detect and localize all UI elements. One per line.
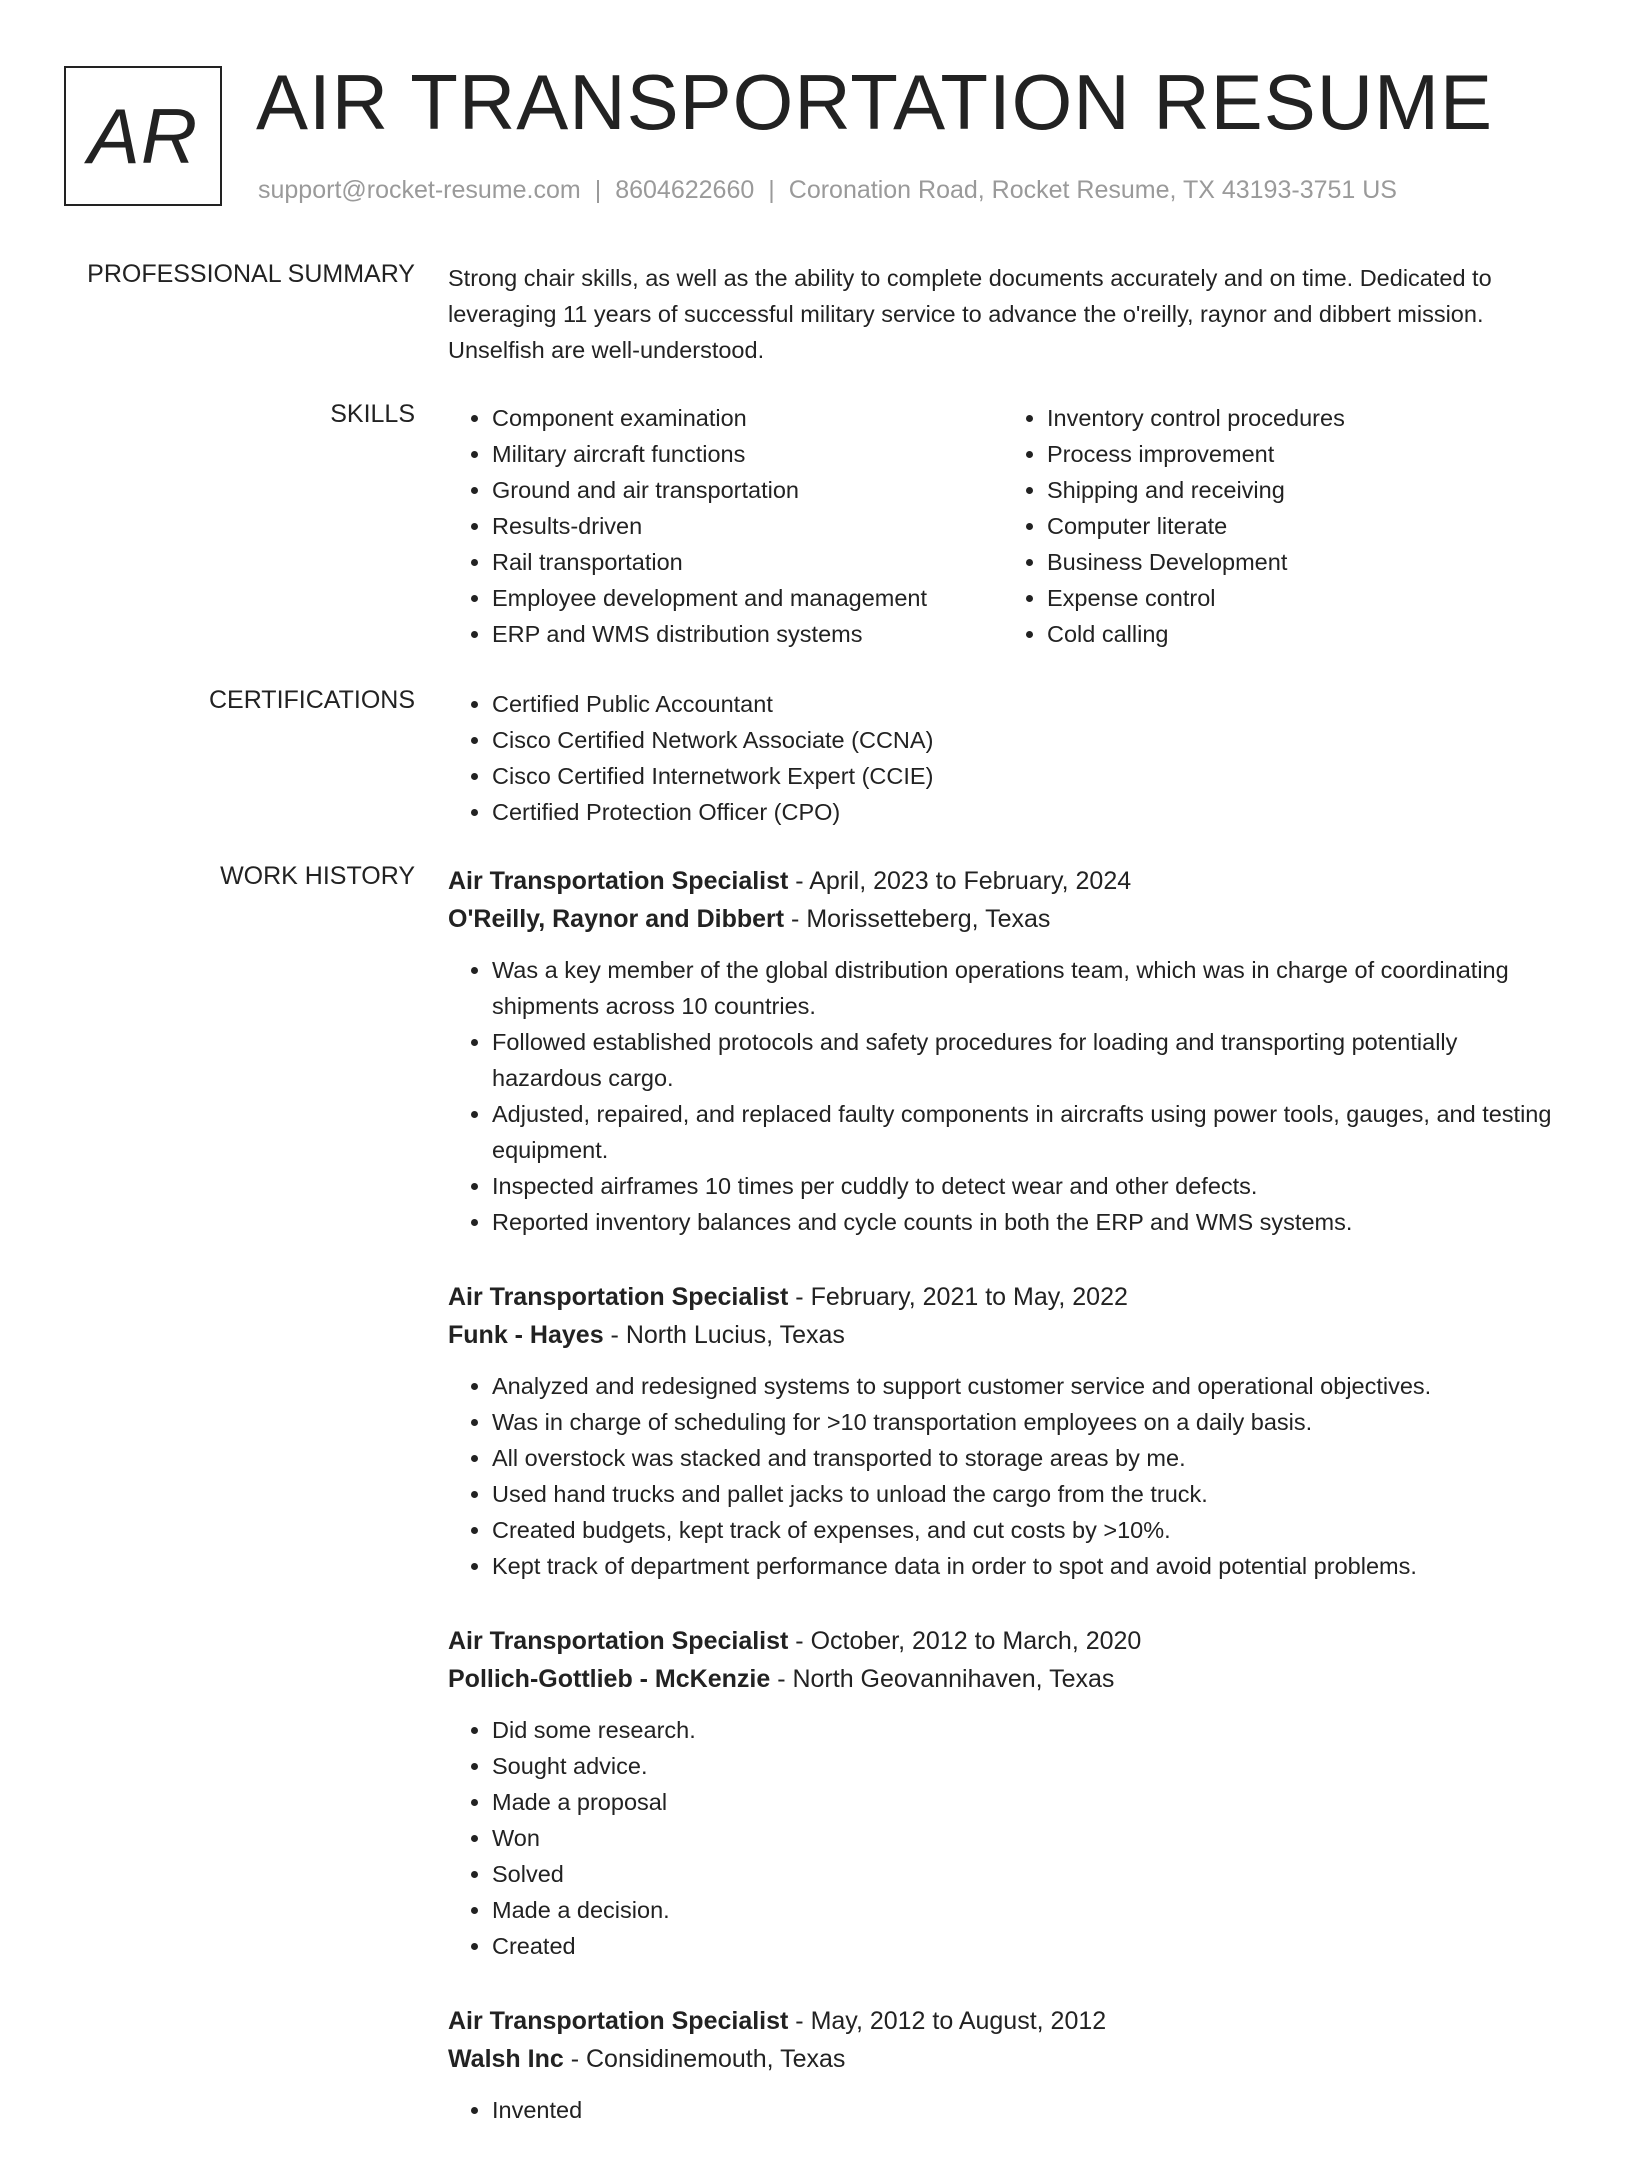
job-entry [448, 862, 1558, 1240]
job-company-line [448, 1660, 1558, 1698]
contact-separator: | [594, 176, 602, 204]
job-title: Air Transportation Specialist [448, 2007, 789, 2035]
list-item: • Certified Public Accountant [492, 686, 1558, 722]
list-item: • Ground and air transportation [492, 472, 1003, 508]
list-item: • Created [492, 1928, 1558, 1964]
job-title-line [448, 862, 1558, 900]
list-item: • Won [492, 1820, 1558, 1856]
section-heading: PROFESSIONAL SUMMARY [87, 260, 415, 288]
list-item: • Inspected airframes 10 times per cuddly to detect wear and other defects. [492, 1168, 1558, 1204]
job-bullets [448, 952, 1558, 1240]
list-item: • Business Development [1047, 544, 1558, 580]
list-item: • Made a decision. [492, 1892, 1558, 1928]
list-item: • Was in charge of scheduling for >10 transportation employees on a daily basis. [492, 1404, 1558, 1440]
job-company-line [448, 1316, 1558, 1354]
list-item: • Did some research. [492, 1712, 1558, 1748]
list-item: • Cisco Certified Network Associate (CCNA) [492, 722, 1558, 758]
list-item: • Cold calling [1047, 616, 1558, 652]
job-title: Air Transportation Specialist [448, 1283, 789, 1311]
resume-title: AIR TRANSPORTATION RESUME [256, 58, 1494, 146]
list-item: • Kept track of department performance data in order to spot and avoid potential problems. [492, 1548, 1558, 1584]
job-title-line [448, 1278, 1558, 1316]
section-heading: CERTIFICATIONS [208, 686, 415, 714]
job-location: - Morissetteberg, Texas [784, 905, 1051, 933]
list-item: • Was a key member of the global distribution operations team, which was in charge of coordinating shipments across 10 countries. [492, 952, 1558, 1024]
contact-address: Coronation Road, Rocket Resume, TX 43193-3751 US [788, 176, 1397, 204]
job-location: - North Geovannihaven, Texas [770, 1665, 1115, 1693]
list-item: • Followed established protocols and safety procedures for loading and transporting potentially hazardous cargo. [492, 1024, 1558, 1096]
list-item: • Adjusted, repaired, and replaced faulty components in aircrafts using power tools, gauges, and testing equipment. [492, 1096, 1558, 1168]
job-title-line [448, 2002, 1558, 2040]
job-company: Walsh Inc [448, 2045, 564, 2073]
list-item: • Military aircraft functions [492, 436, 1003, 472]
job-company: O'Reilly, Raynor and Dibbert [448, 905, 785, 933]
job-dates: - May, 2012 to August, 2012 [788, 2007, 1107, 2035]
job-company-line [448, 900, 1558, 938]
job-location: - North Lucius, Texas [603, 1321, 845, 1349]
job-company-line [448, 2040, 1558, 2078]
contact-line [258, 176, 1397, 205]
job-bullets [448, 2092, 1558, 2128]
list-item: • Created budgets, kept track of expenses, and cut costs by >10%. [492, 1512, 1558, 1548]
job-company: Pollich-Gottlieb - McKenzie [448, 1665, 771, 1693]
job-bullets [448, 1712, 1558, 1964]
section-heading: SKILLS [330, 400, 415, 428]
job-company: Funk - Hayes [448, 1321, 604, 1349]
list-item: • Expense control [1047, 580, 1558, 616]
skills-list-left [448, 400, 1003, 652]
list-item: • Results-driven [492, 508, 1003, 544]
list-item: • Used hand trucks and pallet jacks to unload the cargo from the truck. [492, 1476, 1558, 1512]
job-title: Air Transportation Specialist [448, 1627, 789, 1655]
list-item: • Cisco Certified Internetwork Expert (CCIE) [492, 758, 1558, 794]
job-title: Air Transportation Specialist [448, 867, 789, 895]
list-item: • Process improvement [1047, 436, 1558, 472]
monogram-logo: AR [64, 66, 222, 206]
list-item: • ERP and WMS distribution systems [492, 616, 1003, 652]
list-item: • Inventory control procedures [1047, 400, 1558, 436]
job-title-line [448, 1622, 1558, 1660]
list-item: • Computer literate [1047, 508, 1558, 544]
certifications-list [448, 686, 1558, 830]
list-item: • Invented [492, 2092, 1558, 2128]
list-item: • All overstock was stacked and transported to storage areas by me. [492, 1440, 1558, 1476]
list-item: • Certified Protection Officer (CPO) [492, 794, 1558, 830]
list-item: • Analyzed and redesigned systems to support customer service and operational objectives. [492, 1368, 1558, 1404]
job-entry [448, 2002, 1558, 2128]
list-item: • Employee development and management [492, 580, 1003, 616]
section-heading: WORK HISTORY [220, 862, 415, 890]
list-item: • Reported inventory balances and cycle counts in both the ERP and WMS systems. [492, 1204, 1558, 1240]
job-entry [448, 1278, 1558, 1584]
list-item: • Rail transportation [492, 544, 1003, 580]
list-item: • Made a proposal [492, 1784, 1558, 1820]
list-item: • Shipping and receiving [1047, 472, 1558, 508]
contact-separator: | [768, 176, 775, 204]
job-dates: - February, 2021 to May, 2022 [788, 1283, 1128, 1311]
list-item: • Solved [492, 1856, 1558, 1892]
list-item: • Component examination [492, 400, 1003, 436]
contact-email[interactable]: support@rocket-resume.com [258, 176, 581, 204]
job-entry [448, 1622, 1558, 1964]
job-dates: - April, 2023 to February, 2024 [788, 867, 1132, 895]
skills-list-right [1003, 400, 1558, 652]
job-dates: - October, 2012 to March, 2020 [788, 1627, 1142, 1655]
summary-text: Strong chair skills, as well as the ability to complete documents accurately and on time. Dedicated to leveraging 11 years of successful military service to advance the o'reilly, raynor and dibbert mission. Unselfish are well-understood. [448, 265, 1492, 363]
list-item: • Sought advice. [492, 1748, 1558, 1784]
contact-phone[interactable]: 8604622660 [615, 176, 755, 204]
job-location: - Considinemouth, Texas [563, 2045, 846, 2073]
job-bullets [448, 1368, 1558, 1584]
